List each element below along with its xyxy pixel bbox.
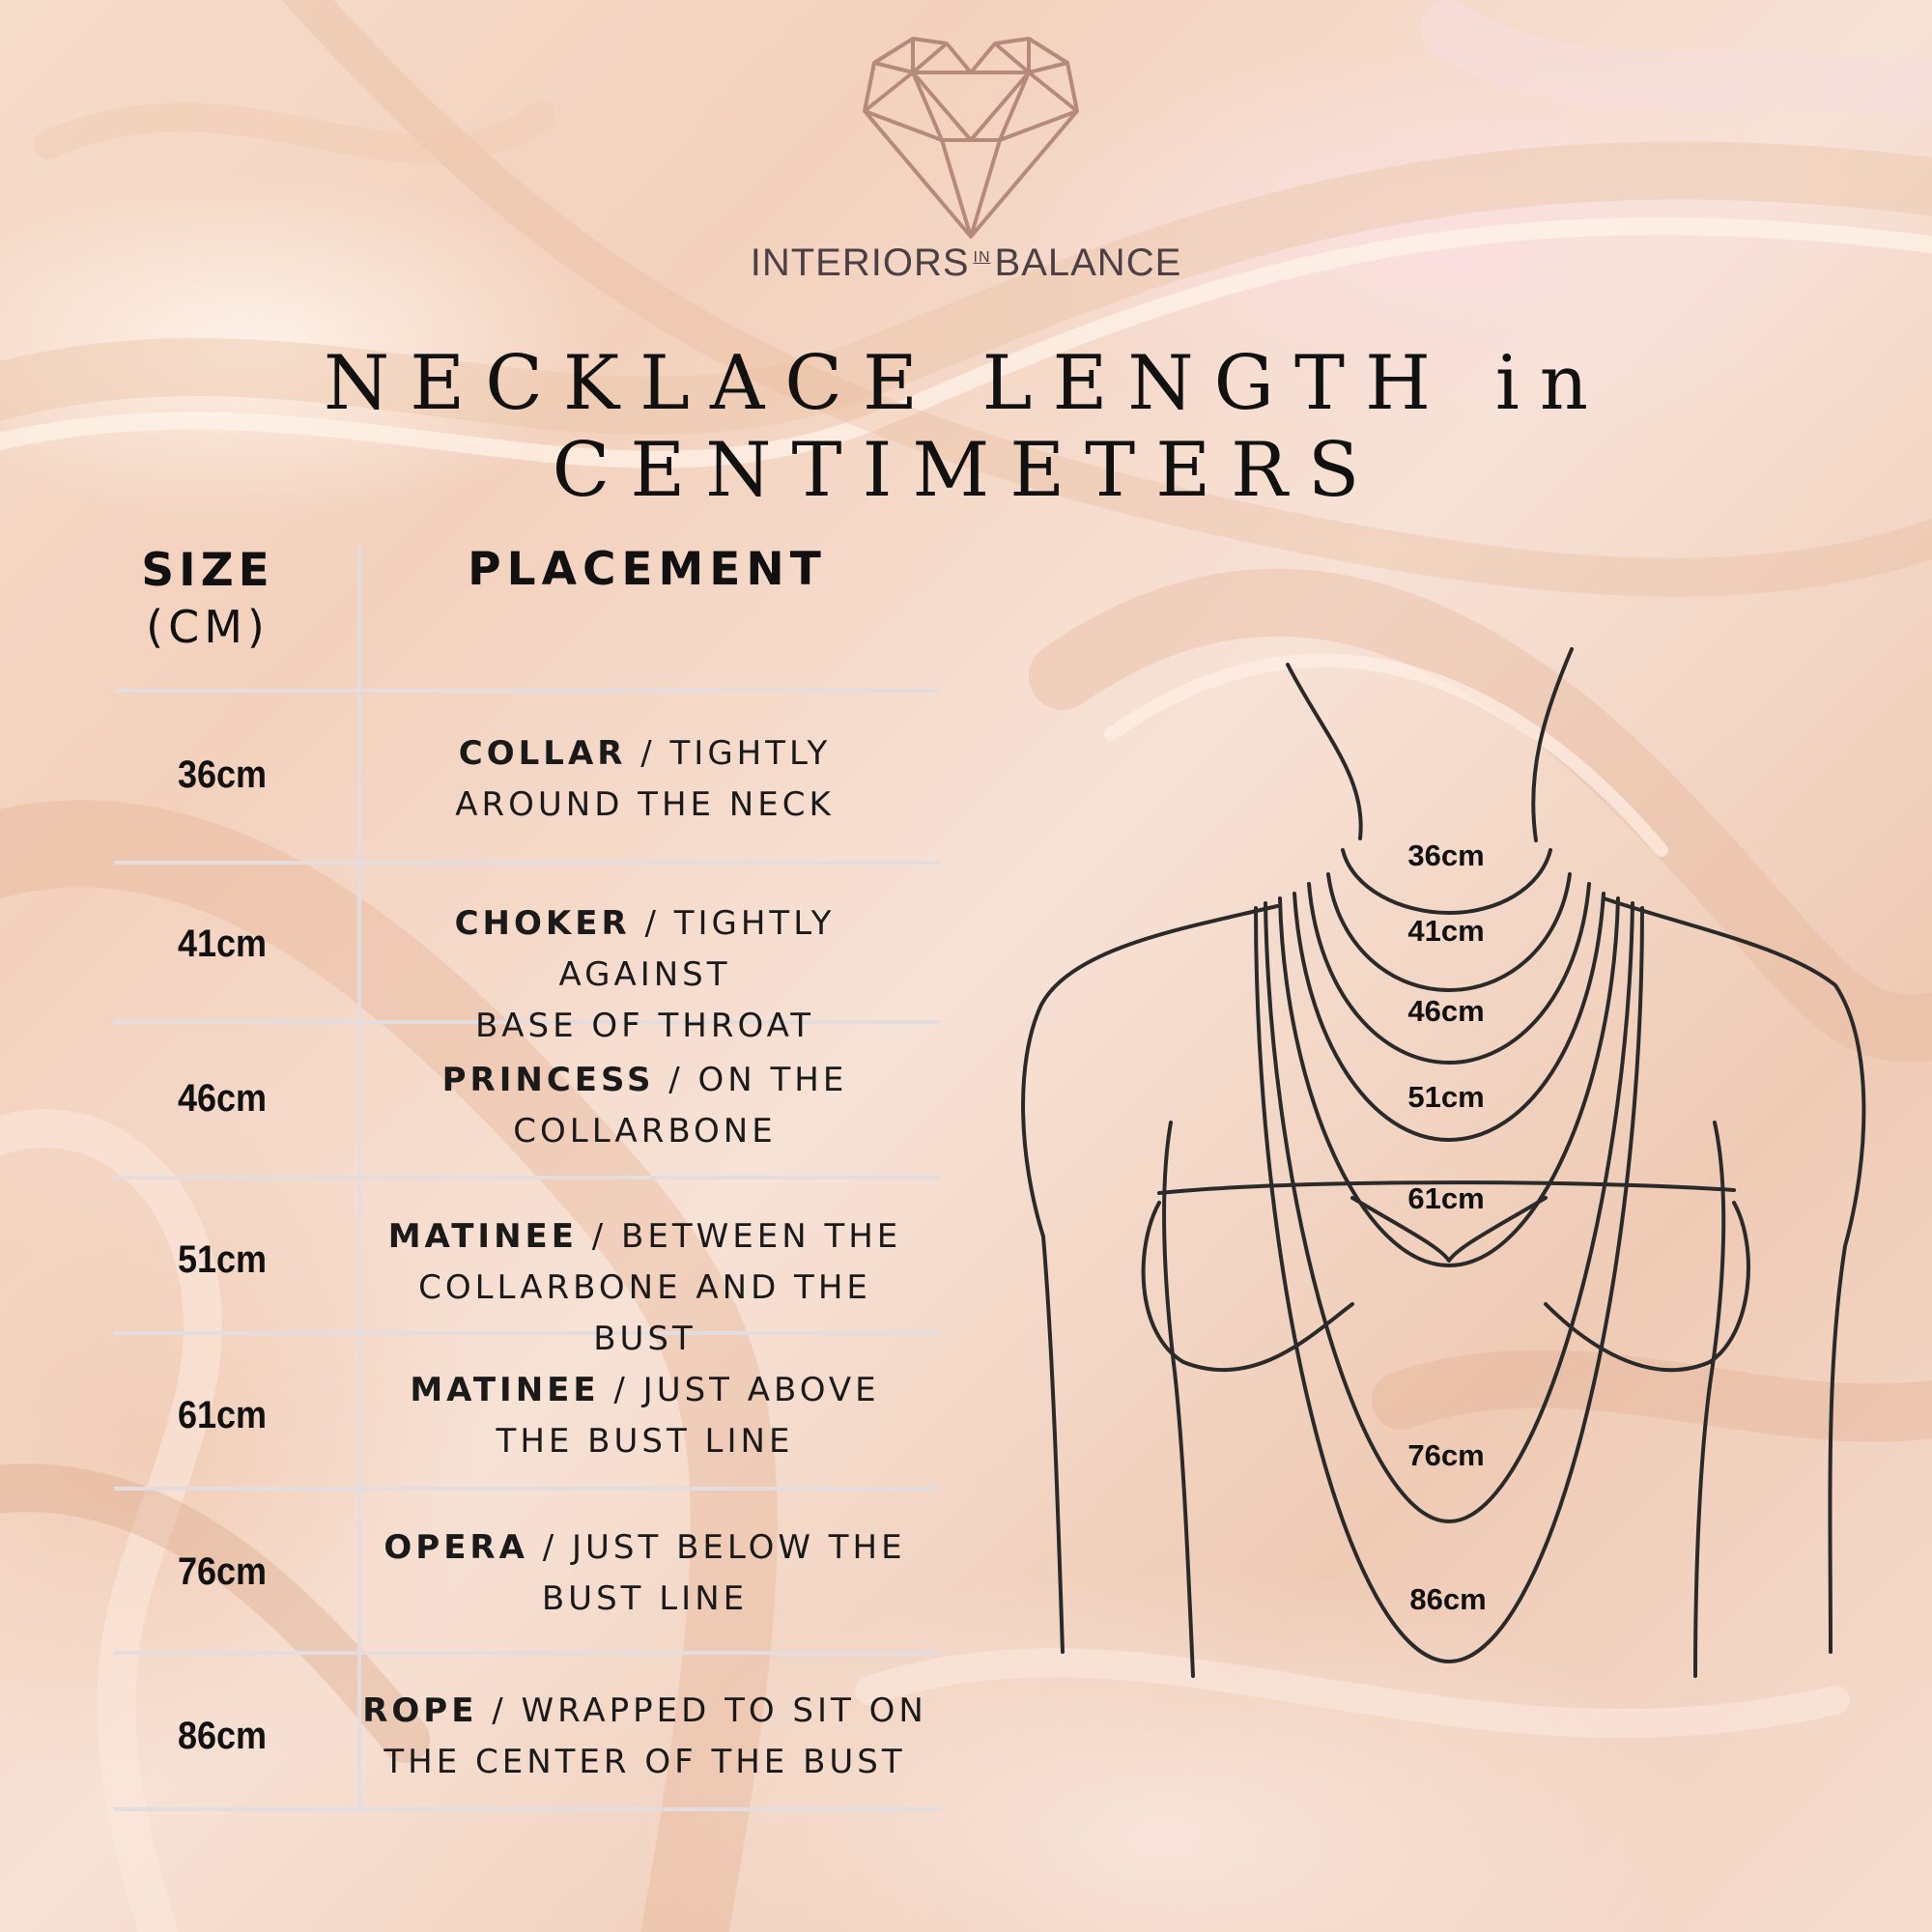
necklace-46cm <box>1309 884 1589 1063</box>
length-label: 76cm <box>1407 1438 1485 1472</box>
length-label: 46cm <box>1407 994 1485 1028</box>
bust-outline <box>1546 1203 1748 1370</box>
torso-side <box>1695 1122 1723 1676</box>
length-label: 36cm <box>1407 838 1485 872</box>
placement-cell: CHOKER / TIGHTLY AGAINST BASE OF THROAT <box>454 904 836 1045</box>
neck-outline <box>1288 665 1361 838</box>
shoulder-outline <box>1023 906 1277 1652</box>
size-cell: 86cm <box>177 1715 268 1757</box>
placement-cell: MATINEE / JUST ABOVE THE BUST LINE <box>410 1371 880 1461</box>
placement-cell: COLLAR / TIGHTLY AROUND THE NECK <box>455 734 835 824</box>
neck-outline <box>1533 649 1572 840</box>
size-cell: 61cm <box>177 1394 268 1436</box>
size-cell: 46cm <box>177 1077 268 1120</box>
placement-cell: OPERA / JUST BELOW THE BUST LINE <box>384 1528 906 1618</box>
header-size: SIZE (CM) <box>106 543 309 655</box>
length-label: 61cm <box>1407 1181 1485 1215</box>
placement-cell: PRINCESS / ON THE COLLARBONE <box>441 1061 848 1151</box>
brand-name: INTERIORS $^{IN}$ BALANCE <box>750 242 1182 284</box>
placement-cell: ROPE / WRAPPED TO SIT ON THE CENTER OF THE BUST <box>362 1691 927 1781</box>
placement-cell: MATINEE / BETWEEN THE COLLARBONE AND THE BUST <box>387 1217 902 1358</box>
brand-in: IN <box>973 249 991 266</box>
header-size-unit: (CM) <box>146 601 270 653</box>
size-cell: 76cm <box>177 1550 268 1593</box>
shoulder-outline <box>1604 898 1863 1652</box>
header-placement: PLACEMENT <box>468 543 827 596</box>
length-label: 86cm <box>1409 1582 1487 1616</box>
page-title: NECKLACE LENGTH in CENTIMETERS <box>324 340 1608 514</box>
size-cell: 41cm <box>177 923 268 965</box>
length-label: 41cm <box>1407 914 1485 948</box>
length-label: 51cm <box>1407 1080 1485 1114</box>
size-cell: 36cm <box>177 753 268 796</box>
size-cell: 51cm <box>177 1238 268 1281</box>
bust-outline <box>1144 1203 1352 1370</box>
torso-side <box>1164 1122 1193 1676</box>
